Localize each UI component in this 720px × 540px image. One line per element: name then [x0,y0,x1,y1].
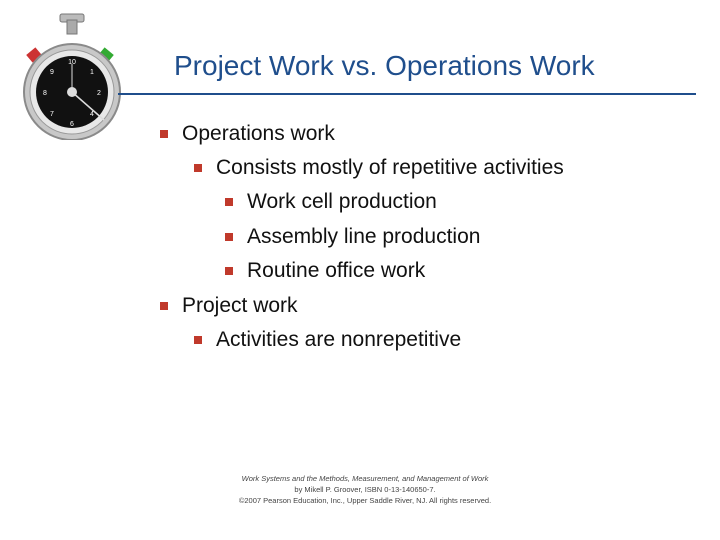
footer-line-1: Work Systems and the Methods, Measurement, and Management of Work [241,474,489,483]
footer-line-3: ©2007 Pearson Education, Inc., Upper Saddle River, NJ. All rights reserved. [238,496,492,505]
svg-text:8: 8 [43,90,47,97]
bullet-item: Assembly line production [247,225,480,249]
svg-text:2: 2 [97,90,101,97]
bullet-item: Project work [182,294,298,318]
svg-text:10: 10 [68,59,76,66]
footer-line-2: by Mikell P. Groover, ISBN 0-13-140650-7. [294,485,436,494]
svg-text:9: 9 [50,69,54,76]
svg-text:4: 4 [90,111,94,118]
footer-citation [180,473,550,506]
bullet-marker [194,164,202,172]
bullet-marker [225,233,233,241]
bullet-item: Operations work [182,122,335,146]
svg-text:6: 6 [70,121,74,128]
bullet-marker [160,130,168,138]
bullet-marker [160,302,168,310]
bullet-item: Work cell production [247,190,437,214]
bullet-marker [194,336,202,344]
title-divider [118,93,696,95]
bullet-item: Consists mostly of repetitive activities [216,156,564,180]
bullet-marker [225,198,233,206]
svg-text:7: 7 [50,111,54,118]
bullet-marker [225,267,233,275]
bullet-item: Activities are nonrepetitive [216,328,461,352]
svg-text:1: 1 [90,69,94,76]
slide-title: Project Work vs. Operations Work [174,50,595,81]
bullet-item: Routine office work [247,259,425,283]
stopwatch-icon [16,12,128,140]
